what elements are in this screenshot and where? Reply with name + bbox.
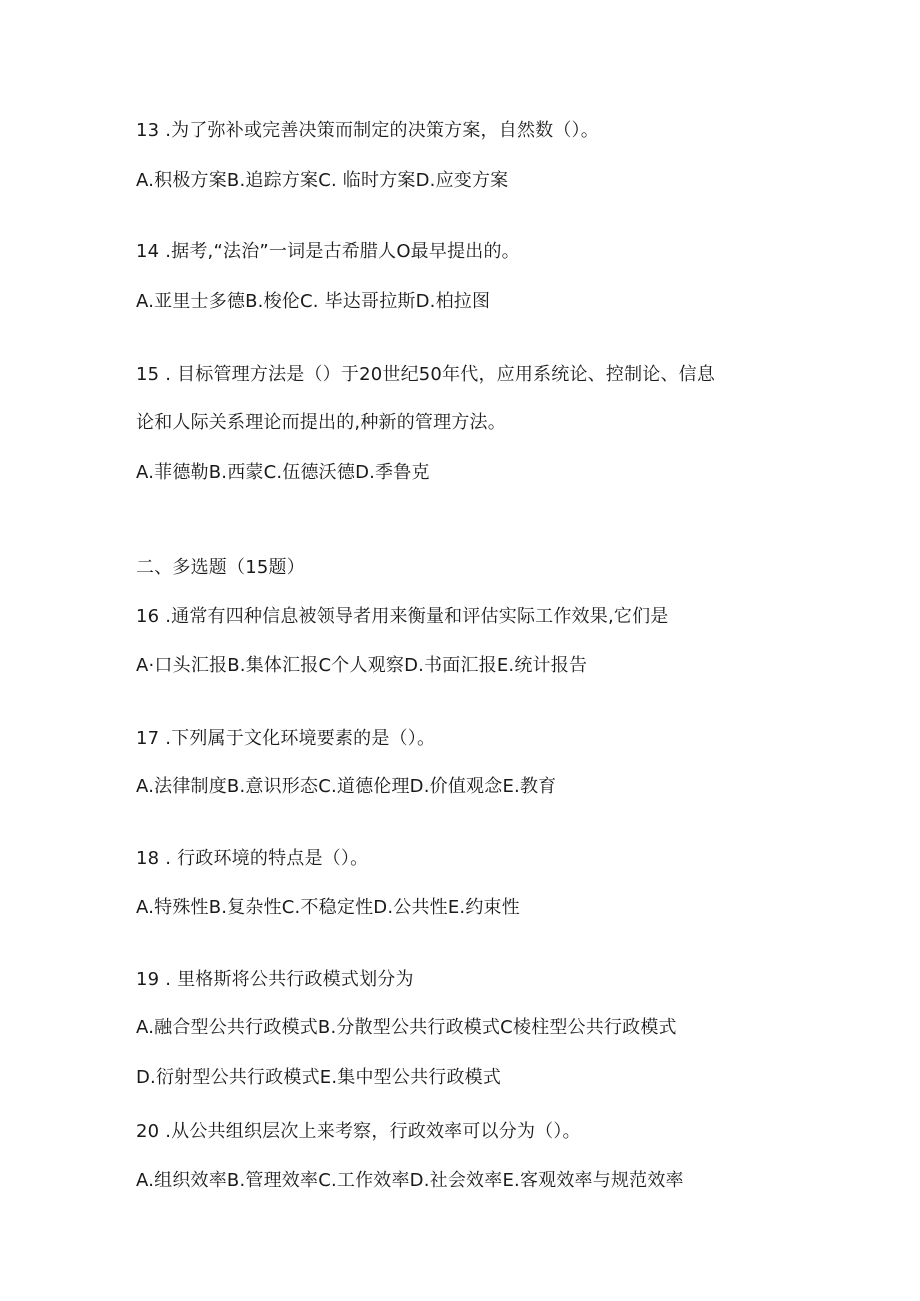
question-13-options: A.积极方案B.追踪方案C. 临时方案D.应变方案	[136, 170, 509, 191]
question-15-stem-line2: 论和人际关系理论而提出的,种新的管理方法。	[136, 412, 506, 433]
question-19-options-line1: A.融合型公共行政模式B.分散型公共行政模式C棱柱型公共行政模式	[136, 1017, 677, 1038]
question-20-stem: 20 .从公共组织层次上来考察，行政效率可以分为（）。	[136, 1121, 581, 1142]
question-19-stem: 19 . 里格斯将公共行政模式划分为	[136, 969, 414, 990]
section-title: 二、多选题（15题）	[136, 557, 305, 578]
question-19-options-line2: D.衍射型公共行政模式E.集中型公共行政模式	[136, 1067, 502, 1088]
question-17-stem: 17 .下列属于文化环境要素的是（）。	[136, 728, 436, 749]
question-14-stem: 14 .据考,“法治”一词是古希腊人O最早提出的。	[136, 241, 520, 262]
question-15-options: A.菲德勒B.西蒙C.伍德沃德D.季鲁克	[136, 462, 430, 483]
question-13-stem: 13 .为了弥补或完善决策而制定的决策方案，自然数（）。	[136, 120, 599, 141]
question-16-options: A·口头汇报B.集体汇报C个人观察D.书面汇报E.统计报告	[136, 655, 588, 676]
question-15-stem-line1: 15 . 目标管理方法是（）于20世纪50年代，应用系统论、控制论、信息	[136, 364, 716, 385]
question-16-stem: 16 .通常有四种信息被领导者用来衡量和评估实际工作效果,它们是	[136, 606, 669, 627]
question-20-options: A.组织效率B.管理效率C.工作效率D.社会效率E.客观效率与规范效率	[136, 1170, 684, 1191]
question-17-options: A.法律制度B.意识形态C.道德伦理D.价值观念E.教育	[136, 776, 557, 797]
question-18-stem: 18 . 行政环境的特点是（）。	[136, 848, 369, 869]
question-14-options: A.亚里士多德B.梭伦C. 毕达哥拉斯D.柏拉图	[136, 291, 491, 312]
question-18-options: A.特殊性B.复杂性C.不稳定性D.公共性E.约束性	[136, 897, 520, 918]
